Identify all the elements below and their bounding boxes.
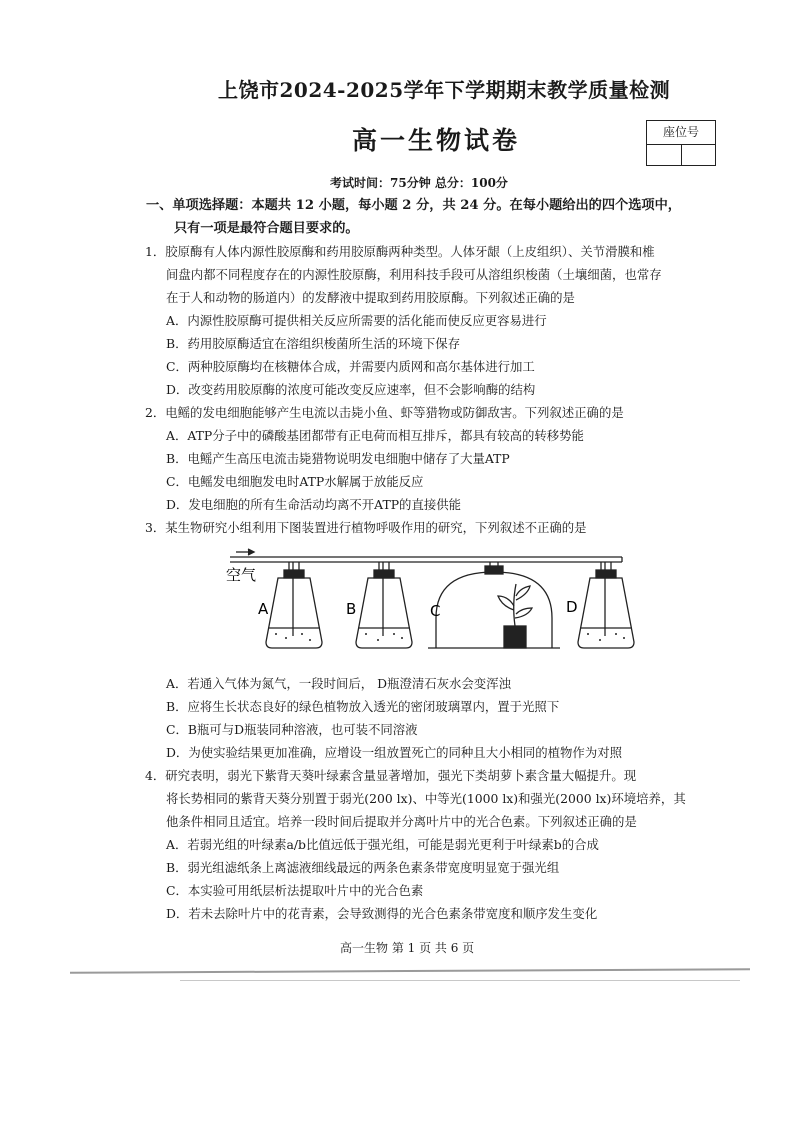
- question-3-option-c: C．B瓶可与D瓶装同种溶液，也可装不同溶液: [166, 722, 418, 737]
- question-4-line-2: 将长势相同的紫背天葵分别置于弱光(200 lx)、中等光(1000 lx)和强光(2000 lx)环境培养，其: [166, 791, 686, 806]
- question-3-option-d: D．为使实验结果更加准确，应增设一组放置死亡的同种且大小相同的植物作为对照: [166, 745, 622, 760]
- question-4-option-d: D．若未去除叶片中的花青素，会导致测得的光合色素条带宽度和顺序发生变化: [166, 906, 598, 921]
- paper-title: 高一生物试卷: [352, 126, 521, 155]
- question-4-line-3: 他条件相同且适宜。培养一段时间后提取并分离叶片中的光合色素。下列叙述正确的是: [166, 814, 637, 829]
- page-footer: 高一生物 第 1 页 共 6 页: [340, 941, 475, 955]
- question-2-option-c: C．电鳐发电细胞发电时ATP水解属于放能反应: [166, 474, 424, 489]
- seat-cell-1: [647, 145, 682, 166]
- seat-number-box: [646, 120, 716, 166]
- question-2-option-b: B．电鳐产生高压电流击毙猎物说明发电细胞中储存了大量ATP: [166, 451, 510, 466]
- section-heading-cont: 只有一项是最符合题目要求的。: [174, 221, 359, 236]
- bell-jar-label-c: C: [430, 602, 441, 620]
- question-2-option-a: A．ATP分子中的磷酸基团都带有正电荷而相互排斥，都具有较高的转移势能: [166, 428, 584, 443]
- question-2-line-1: 2．电鳐的发电细胞能够产生电流以击毙小鱼、虾等猎物或防御敌害。下列叙述正确的是: [145, 405, 624, 420]
- question-3-line-1: 3．某生物研究小组利用下图装置进行植物呼吸作用的研究，下列叙述不正确的是: [145, 520, 587, 535]
- exam-info: 考试时间：75分钟 总分：100分: [330, 176, 508, 190]
- flask-label-a: A: [258, 600, 269, 618]
- respiration-apparatus-diagram: [222, 548, 642, 658]
- footer-rule: [70, 968, 750, 974]
- question-1-line-2: 间盘内都不同程度存在的内源性胶原酶，利用科技手段可从溶组织梭菌（土壤细菌，也常存: [166, 267, 662, 282]
- seat-cell-2: [682, 145, 716, 166]
- question-4-option-b: B．弱光组滤纸条上离滤液细线最远的两条色素条带宽度明显宽于强光组: [166, 860, 560, 875]
- question-1-option-b: B．药用胶原酶适宜在溶组织梭菌所生活的环境下保存: [166, 336, 461, 351]
- question-1-option-a: A．内源性胶原酶可提供相关反应所需要的活化能而使反应更容易进行: [166, 313, 547, 328]
- exam-title: 上饶市2024-2025学年下学期期末教学质量检测: [218, 78, 671, 102]
- question-4-option-c: C．本实验可用纸层析法提取叶片中的光合色素: [166, 883, 424, 898]
- question-1-line-3: 在于人和动物的肠道内）的发酵液中提取到药用胶原酶。下列叙述正确的是: [166, 290, 575, 305]
- question-4-line-1: 4．研究表明，弱光下紫背天葵叶绿素含量显著增加，强光下类胡萝卜素含量大幅提升。现: [145, 768, 637, 783]
- question-3-option-b: B．应将生长状态良好的绿色植物放入透光的密闭玻璃罩内，置于光照下: [166, 699, 560, 714]
- flask-label-b: B: [346, 600, 357, 618]
- seat-number-label: 座位号: [647, 121, 715, 145]
- question-1-line-1: 1．胶原酶有人体内源性胶原酶和药用胶原酶两种类型。人体牙龈（上皮组织）、关节滑膜和椎: [145, 244, 655, 259]
- air-label: 空气: [226, 566, 257, 584]
- flask-label-d: D: [566, 598, 578, 616]
- section-heading: 一、单项选择题：本题共 12 小题，每小题 2 分，共 24 分。在每小题给出的四个选项中，: [146, 198, 681, 213]
- footer-rule-secondary: [180, 980, 740, 981]
- question-3-option-a: A．若通入气体为氮气，一段时间后， D瓶澄清石灰水会变浑浊: [166, 676, 511, 691]
- question-4-option-a: A．若弱光组的叶绿素a/b比值远低于强光组，可能是弱光更利于叶绿素b的合成: [166, 837, 599, 852]
- question-2-option-d: D．发电细胞的所有生命活动均离不开ATP的直接供能: [166, 497, 462, 512]
- question-1-option-c: C．两种胶原酶均在核糖体合成，并需要内质网和高尔基体进行加工: [166, 359, 535, 374]
- question-1-option-d: D．改变药用胶原酶的浓度可能改变反应速率，但不会影响酶的结构: [166, 382, 536, 397]
